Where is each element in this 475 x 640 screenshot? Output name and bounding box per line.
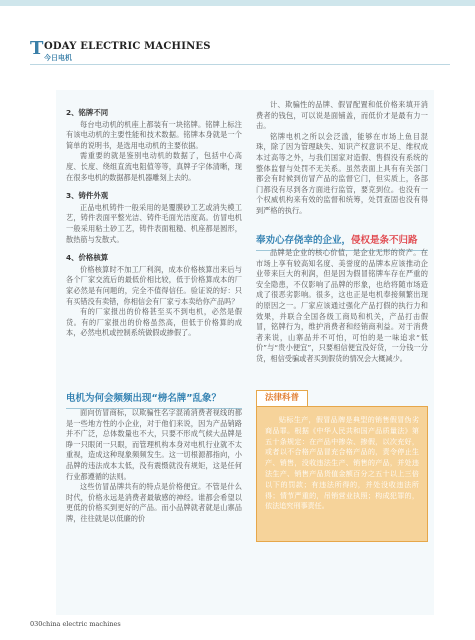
header-brand-cn: 今日电机 bbox=[44, 54, 72, 62]
section-title-right-prefix: 奉劝心存侥幸的企业， bbox=[256, 235, 352, 246]
paragraph: 有的厂家报出的价格甚至买不到电机，必然是假货。有的厂家报出的价格虽然高，但低于价格算的成本，必然电机或控制系统做假或掺假了。 bbox=[66, 307, 242, 338]
subheading: 3、铸件外观 bbox=[66, 191, 109, 201]
header-brand: ODAY ELECTRIC MACHINES bbox=[44, 41, 211, 52]
header-top-bar bbox=[0, 0, 475, 6]
magazine-header bbox=[30, 40, 450, 64]
law-box-tab: 法律科普 bbox=[256, 390, 308, 406]
section-title-left bbox=[66, 390, 242, 409]
subheading: 2、铭牌不同 bbox=[66, 108, 109, 117]
law-info-box bbox=[256, 390, 428, 542]
section-title-left-text: 电机为何会频频出现“榜名牌”乱象？ bbox=[66, 393, 221, 404]
section-title-right-accent: 侵权是条不归路 bbox=[351, 235, 418, 246]
paragraph: 品牌是企业的核心价值，是企业无形的资产。在市场上享有较高知名度、美誉度的品牌本应该推动企业带来巨大的利润，但是因为假冒铭牌车存在严重的安全隐患，不仅影响了品牌的形象，也给将随市场造成了很恶劣影响。很多，这也正是电机奉接频繁出现的原因之一。厂家应该通过强化产品打假的执行力和效果，并联合全国各级工商局和机关，产品打击假冒，铭牌行为，维护消费者和经销商利益。对于消费者来说，山寨品并不可怕，可怕的是一味追求“低价”与“贵小便宜”，只要相信便宜没好货，一分钱一分货，相信受骗或者买到假货的情况会大概减少。 bbox=[256, 248, 428, 363]
paragraph: 价格核算时不加工厂利润，成本价格核算出来后与各个厂家交流后的最低价相比较，低于价格算成本的厂家必然是有问题的，完全不值得信任。验证说的好：只有买错没有卖错，你相信会有厂家亏本卖给你产品吗？ bbox=[66, 264, 242, 306]
page-number: 030 bbox=[30, 620, 43, 628]
paragraph: 铭牌电机之所以会泛滥，能够在市场上鱼目混珠，除了因为管理缺失、知识产权意识不足、维权成本过高等之外，与我们国家对造假、售假没有系统的整体监督与处罚不无关系。虽然表面上具有有关部门都会有时候到仿冒产品的监督它门，但实质上，各部门都没有尽到各方面进行监管，要克到位。也没有一个权威机构来有效的监督和统筹，处罚查固也没有得到严格的执行。 bbox=[256, 131, 428, 215]
right-column bbox=[256, 100, 428, 217]
left-column bbox=[66, 100, 242, 339]
header-rule bbox=[30, 64, 450, 65]
law-box-body: 贴标生产，假冒品牌是典型的销售假冒伪劣商品罪。根据《中华人民共和国产品质量法》第五十条规定：在产品中掺杂、掺假，以次充好，或者以不合格产品冒充合格产品的，责令停止生产、销售，没收违法生产、销售的产品，并处违法生产、销售产品货值金额百分之五十以上三倍以下的罚款；有违法所得的，并处没收违法所得；情节严重的，吊销营业执照；构成犯罪的，依法追究刑事责任。 bbox=[256, 406, 428, 542]
paragraph: 这些仿冒品牌共有的特点是价格便宜。不管是什么时代，价格永远是消费者最敏感的神经。谁都会希望以更低的价格买到更好的产品。而小品牌就者就是山寨品牌，往往就是以低廉的价 bbox=[66, 482, 242, 523]
paragraph: 每台电动机的机座上都装有一块铭牌。铭牌上标注有该电动机的主要性能和技术数据。铭牌本身就是一个简单的说明书，是选用电动机的主要依据。 bbox=[66, 119, 242, 150]
side-margin bbox=[30, 90, 56, 615]
paragraph: 面向仿冒商标，以欺骗性名字混淆消费者视线的都是一些地方性的小企业，对于他们来说，因为产品销路并不广泛，总体数量也不大，只要不形成气候大品牌是睁一只眼闭一只眼，而管理机构本身对电机行业就不太重视，造成这种现象频频发生。这一切根源都指向，小品牌的违法成本太低，没有震慑就没有规矩，这是任何行业都遵循的法则。 bbox=[66, 408, 242, 481]
page-footer bbox=[30, 620, 121, 628]
header-initial: T bbox=[30, 38, 44, 59]
footer-title: china electric machines bbox=[42, 620, 121, 628]
subheading: 4、价格核算 bbox=[66, 253, 109, 263]
right-column-lower bbox=[256, 248, 428, 365]
left-column-lower bbox=[66, 408, 242, 525]
paragraph: 需重要的就是鉴别电动机的数据了，包括中心高度、长度、绕组直流电阻值等等，真牌子字体清晰，现在很多电机的数据都是机器雕刻上去的。 bbox=[66, 151, 242, 182]
paragraph: 计、欺骗性的品牌、假冒配置和低价格来填开消费者的钱包，可以说是面铺盖，而低价才是最有力一击。 bbox=[256, 100, 428, 131]
paragraph: 正品电机铸件一般采用的是覆膜砂工艺或消失模工艺，铸件表面平整光洁、铸件毛面光洁度高。仿冒电机一般采用粘土砂工艺，铸件表面粗糙、机座都是圆形，散热筋与发散式。 bbox=[66, 202, 242, 244]
